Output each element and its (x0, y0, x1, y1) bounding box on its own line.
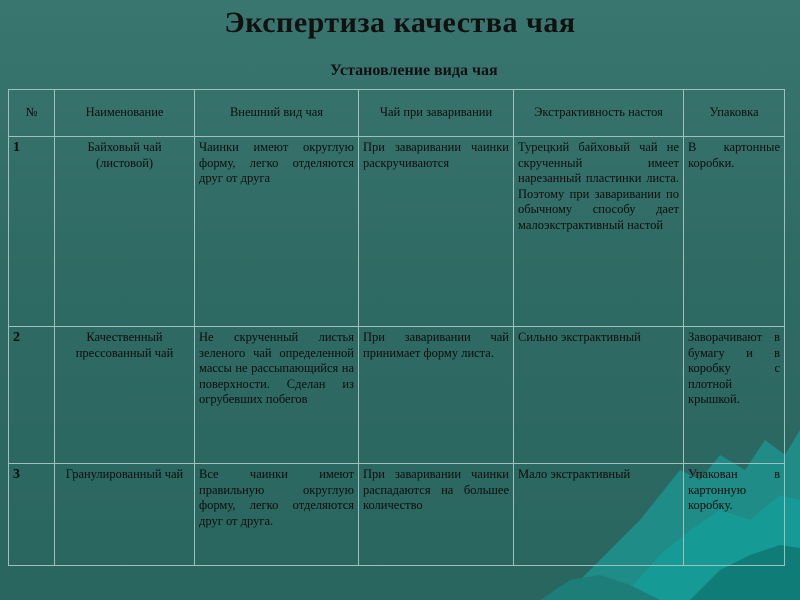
cell-brewing: При заваривании чаинки распадаются на большее количество (359, 464, 514, 566)
cell-name: Качественный прессованный чай (55, 327, 195, 464)
cell-brewing: При заваривании чай принимает форму листа. (359, 327, 514, 464)
cell-extractivity: Турецкий байховый чай не скрученный имеет нарезанный пластинки листа. Поэтому при заваривании по обычному способу дает малоэкстрактивный настой (514, 137, 684, 327)
page-subtitle: Установление вида чая (330, 62, 498, 79)
header-packaging: Упаковка (684, 90, 785, 137)
header-num: № (9, 90, 55, 137)
cell-extractivity: Сильно экстрактивный (514, 327, 684, 464)
table-row (9, 464, 785, 566)
header-brewing: Чай при заваривании (359, 90, 514, 137)
cell-appearance: Чаинки имеют округлую форму, легко отделяются друг от друга (195, 137, 359, 327)
header-name: Наименование (55, 90, 195, 137)
cell-appearance: Все чаинки имеют правильную округлую форму, легко отделяются друг от друга. (195, 464, 359, 566)
header-extractivity: Экстрактивность настоя (514, 90, 684, 137)
cell-num: 3 (9, 464, 55, 566)
cell-packaging: Заворачивают в бумагу и в коробку с плотной крышкой. (684, 327, 785, 464)
cell-extractivity: Мало экстрактивный (514, 464, 684, 566)
page-title: Экспертиза качества чая (224, 6, 576, 39)
header-appearance: Внешний вид чая (195, 90, 359, 137)
table-row (9, 327, 785, 464)
cell-packaging: Упакован в картонную коробку. (684, 464, 785, 566)
cell-name: Гранулированный чай (55, 464, 195, 566)
tea-types-table (8, 89, 785, 566)
cell-name: Байховый чай (листовой) (55, 137, 195, 327)
cell-brewing: При заваривании чаинки раскручиваются (359, 137, 514, 327)
cell-appearance: Не скрученный листья зеленого чай определенной массы не рассыпающийся на поверхности. Сделан из огрубевших побегов (195, 327, 359, 464)
cell-num: 1 (9, 137, 55, 327)
table-row (9, 137, 785, 327)
table-header-row (9, 90, 785, 137)
cell-packaging: В картонные коробки. (684, 137, 785, 327)
cell-num: 2 (9, 327, 55, 464)
